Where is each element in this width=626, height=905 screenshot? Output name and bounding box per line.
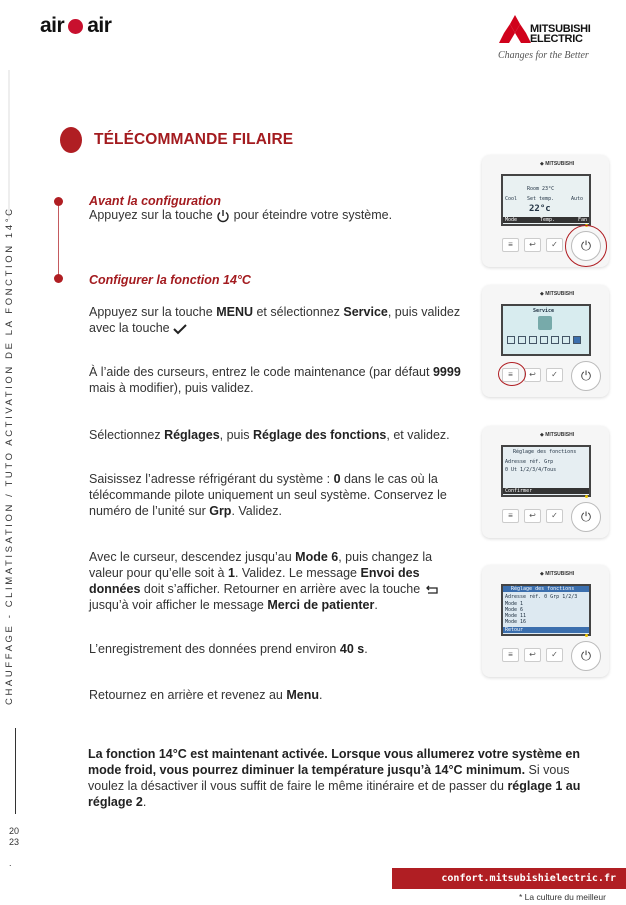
step-reglages: Sélectionnez Réglages, puis Réglage des fonctions, et validez. [89,428,450,442]
step-bullet [54,274,63,283]
step-maintenance-code: À l’aide des curseurs, entrez le code maintenance (par défaut 9999 mais à modifier), puis validez. [89,365,461,395]
step-address: Saisissez l’adresse réfrigérant du système : 0 dans le cas où la télécommande pilote uniquement un seul système. Conservez le numéro de l’unité sur Grp. Validez. [89,472,447,518]
step-save-time: L’enregistrement des données prend environ 40 s. [89,642,368,656]
logo-dot-icon [68,19,83,34]
step-mode6: Avec le curseur, descendez jusqu’au Mode 6, puis changez la valeur pour qu’elle soit à 1. Validez. Le message Envoi des données doit s’afficher. Retourner en arrière avec la touche jusqu’à voir afficher le message Merci de patienter. [89,549,454,613]
brand-tagline: Changes for the Better [498,50,589,61]
section-title: TÉLÉCOMMANDE FILAIRE [94,131,294,148]
step1-title: Avant la configuration [89,194,221,208]
step-bullet [54,197,63,206]
remote-image-functions: ◆ MITSUBISHI Réglage des fonctions Adresse réf. Grp 0 Ut 1/2/3/4/Tous Confirmer ≡ ↩ ✓ ⏻ [482,426,609,538]
final-note: La fonction 14°C est maintenant activée. Lorsque vous allumerez votre système en mode froid, vous pourrez diminuer la température jusqu’à 14°C minimum. Si vous voulez la désactiver il vous suffit de faire le même itinéraire et de passer du réglage 1 au réglage 2. [88,747,581,809]
mitsubishi-diamonds-logo [498,14,532,48]
step-back-menu: Retournez en arrière et revenez au Menu. [89,688,323,702]
remote-image-power: ◆ MITSUBISHI Room 23°C Cool Set temp. 22°c Auto Mode Temp. Fan ≡ ↩ ✓ ⏻ [482,155,609,267]
remote-power-button: ⏻ [571,231,601,261]
highlight-ring [565,225,607,267]
power-icon [216,209,230,223]
check-icon [173,323,187,335]
footer-url-bar[interactable]: confort.mitsubishielectric.fr [392,868,626,889]
footer-note: * La culture du meilleur [519,892,606,902]
mitsubishi-wordmark: MITSUBISHI ELECTRIC [530,23,591,45]
step-menu-service: Appuyez sur la touche MENU et sélectionnez Service, puis validez avec la touche [89,305,461,335]
section-pill-icon [60,127,82,153]
highlight-ring [498,362,526,386]
remote-image-mode6: ◆ MITSUBISHI Réglage des fonctions Adresse réf. 0 Grp 1/2/3 Mode 1 Mode 6 Mode 11 Mode 16 Retour ≡ ↩ ✓ ⏻ [482,565,609,677]
timeline-line [58,200,59,282]
step1-text: Appuyez sur la touche pour éteindre votre système. [89,208,393,222]
remote-image-menu: ◆ MITSUBISHI Service ≡ ↩ ✓ ⏻ [482,285,609,397]
step2-title: Configurer la fonction 14°C [89,273,251,287]
sidebar-line [15,728,16,814]
back-arrow-icon [424,585,440,595]
vertical-category-label: CHAUFFAGE - CLIMATISATION / TUTO ACTIVATION DE LA FONCTION 14°C [4,206,15,705]
year-label: 20 23 . [9,826,20,868]
air-air-logo: air air [40,14,112,37]
